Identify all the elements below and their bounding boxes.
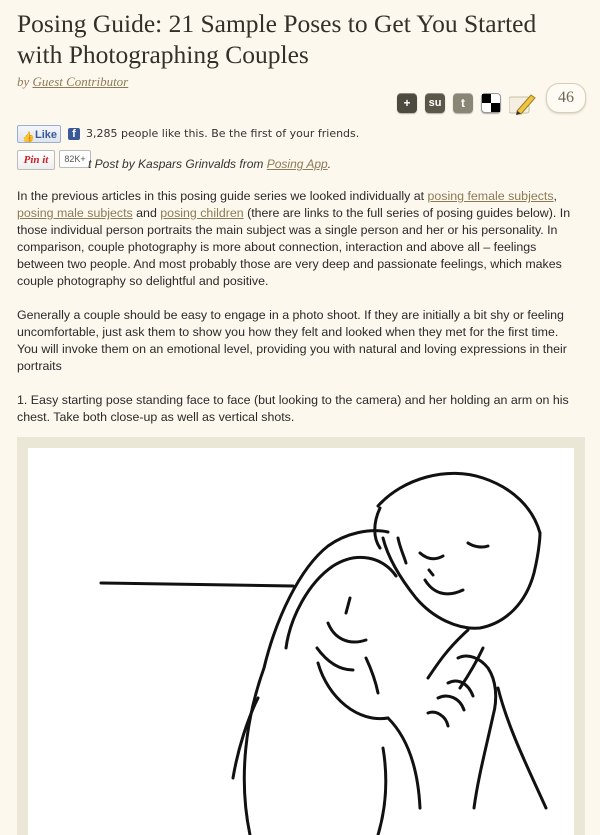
delicious-icon[interactable]: +: [397, 93, 417, 113]
paragraph-1-text-b: ,: [553, 189, 557, 203]
guest-post-note-suffix: .: [327, 157, 332, 171]
guest-post-note-text: t Post by Kaspars Grinvalds from: [88, 157, 264, 171]
pencil-graphic: [509, 93, 537, 115]
thumbs-up-icon: 👍: [22, 132, 35, 143]
article-body: [17, 188, 577, 443]
delicious-squares-icon[interactable]: [481, 93, 501, 113]
twitter-icon[interactable]: t: [453, 93, 473, 113]
article-title: Posing Guide: 21 Sample Poses to Get You Started with Photographing Couples: [17, 9, 537, 69]
comments-count-badge[interactable]: 46: [546, 83, 586, 113]
pencil-icon[interactable]: [509, 93, 537, 113]
couple-sketch: [28, 448, 574, 835]
byline: [17, 74, 128, 90]
posing-app-link[interactable]: Posing App: [266, 157, 328, 171]
couple-pose-illustration: [28, 448, 574, 835]
author-link[interactable]: Guest Contributor: [32, 74, 129, 89]
illustration-frame: [17, 437, 585, 835]
stumbleupon-icon[interactable]: su: [425, 93, 445, 113]
paragraph-1-text-d: (there are links to the full series of posing guides below). In those individual person portraits the main subject was a single person and her or his personality. In comparison, couple photography is more about connection, interaction and above all – feelings between two people. And most probably those are very deep and passionate feelings, which makes couple photography so delightful and positive.: [17, 206, 571, 288]
facebook-icon: f: [68, 128, 80, 140]
byline-prefix: by: [17, 74, 30, 89]
guest-post-note: [88, 157, 331, 171]
paragraph-3: 1. Easy starting pose standing face to face (but looking to the camera) and her holding an arm on his chest. Take both close-up as well as vertical shots.: [17, 393, 569, 424]
facebook-like-count: 3,285 people like this. Be the first of your friends.: [86, 127, 360, 140]
paragraph-1-text-c: and: [132, 206, 161, 220]
pinterest-count: 82K+: [59, 150, 91, 168]
link-posing-children[interactable]: posing children: [160, 206, 244, 220]
link-posing-female-subjects[interactable]: posing female subjects: [427, 189, 554, 203]
paragraph-2: Generally a couple should be easy to engage in a photo shoot. If they are initially a bit shy or feeling uncomfortable, just ask them to show you how they felt and looked when they met for the first time. You will invoke them on an emotional level, providing you with natural and loving expressions in their portraits: [17, 308, 567, 373]
paragraph-1-text-a: In the previous articles in this posing guide series we looked individually at: [17, 189, 428, 203]
link-posing-male-subjects[interactable]: posing male subjects: [17, 206, 133, 220]
squares-graphic: [482, 94, 500, 112]
paragraph-1: [17, 188, 577, 290]
pinterest-pin-button[interactable]: Pin it: [17, 150, 55, 170]
like-label: Like: [34, 129, 57, 141]
facebook-like-button[interactable]: [17, 125, 61, 143]
